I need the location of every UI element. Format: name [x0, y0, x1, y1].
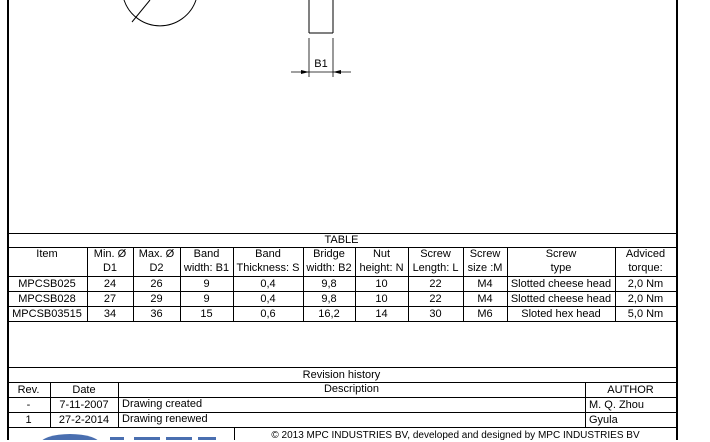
revision-rev: -: [26, 399, 31, 411]
cell-screw-length: 22: [429, 293, 442, 305]
header-sub-type: type: [550, 262, 572, 274]
header-max-diameter: Max. Ø: [138, 248, 175, 260]
header-sub-torque: torque:: [628, 262, 663, 274]
revision-date: 7-11-2007: [59, 399, 109, 411]
cell-torque: 5,0 Nm: [627, 308, 664, 320]
header-sub-l: Length: L: [412, 262, 459, 274]
cell-bridge-width: 9,8: [321, 278, 337, 290]
cell-max: 36: [150, 308, 163, 320]
cell-item: MPCSB03515: [12, 308, 82, 320]
header-sub-b2: width: B2: [306, 262, 352, 274]
cell-item: MPCSB028: [18, 293, 76, 305]
revision-header-description: Description: [323, 383, 380, 395]
revision-description: Drawing created: [122, 398, 203, 410]
cell-band-thickness: 0,6: [260, 308, 276, 320]
cell-min: 27: [103, 293, 117, 305]
circle-view: [124, 0, 196, 26]
cell-item: MPCSB025: [18, 278, 76, 290]
cell-band-width: 15: [200, 308, 213, 320]
header-sub-d1: D1: [102, 262, 118, 274]
cell-bridge-width: 9,8: [321, 293, 337, 305]
table-title: TABLE: [324, 234, 359, 246]
revision-header-author: AUTHOR: [607, 384, 654, 396]
revision-rev: 1: [25, 414, 32, 426]
cell-screw-type: Slotted cheese head: [510, 293, 612, 305]
cell-nut-height: 10: [375, 278, 388, 290]
copyright-notice: © 2013 MPC INDUSTRIES BV, developed and designed by MPC INDUSTRIES BV: [271, 430, 640, 441]
header-min-diameter: Min. Ø: [93, 248, 127, 260]
cell-max: 26: [150, 278, 163, 290]
cell-band-thickness: 0,4: [260, 293, 276, 305]
cell-screw-type: Slotted cheese head: [510, 278, 612, 290]
header-screw-type: Screw: [545, 248, 577, 260]
header-item: Item: [36, 248, 58, 260]
cell-screw-size: M4: [477, 293, 493, 305]
cell-band-thickness: 0,4: [260, 278, 276, 290]
revision-header-rev: Rev.: [17, 384, 40, 396]
header-sub-s: Thickness: S: [236, 262, 300, 274]
radius-leader: [132, 0, 150, 22]
revision-author: Gyula: [589, 414, 618, 426]
cell-bridge-width: 16,2: [318, 308, 340, 320]
header-nut-height: Nut: [372, 248, 391, 260]
cell-screw-length: 30: [429, 308, 442, 320]
header-torque: Adviced: [625, 248, 666, 260]
cell-screw-type: Sloted hex head: [521, 308, 601, 320]
header-screw-size: Screw: [469, 248, 501, 260]
revision-header-date: Date: [72, 384, 96, 396]
revision-title: Revision history: [302, 369, 381, 381]
header-bridge-width: Bridge: [313, 248, 345, 260]
cell-min: 34: [103, 308, 117, 320]
cell-torque: 2,0 Nm: [627, 278, 664, 290]
cell-nut-height: 14: [375, 308, 388, 320]
cell-min: 24: [103, 278, 117, 290]
company-logo: [30, 430, 230, 440]
header-sub-n: height: N: [359, 262, 404, 274]
header-sub-d2: D2: [149, 262, 164, 274]
cell-max: 29: [150, 293, 163, 305]
cell-nut-height: 10: [375, 293, 388, 305]
cell-torque: 2,0 Nm: [627, 293, 664, 305]
revision-author: M. Q. Zhou: [589, 399, 645, 411]
cell-screw-size: M4: [477, 278, 493, 290]
cell-band-width: 9: [203, 293, 210, 305]
header-band-width: Band: [193, 248, 220, 260]
cell-screw-size: M6: [477, 308, 493, 320]
header-band-thickness: Band: [255, 248, 281, 260]
cell-screw-length: 22: [429, 278, 442, 290]
revision-description: Drawing renewed: [122, 413, 208, 425]
cell-band-width: 9: [203, 278, 210, 290]
revision-date: 27-2-2014: [58, 414, 110, 426]
header-sub-b1: width: B1: [183, 262, 230, 274]
dimension-label: B1: [314, 58, 328, 70]
header-sub-m: size :M: [467, 262, 503, 274]
header-screw-length: Screw: [420, 248, 451, 260]
